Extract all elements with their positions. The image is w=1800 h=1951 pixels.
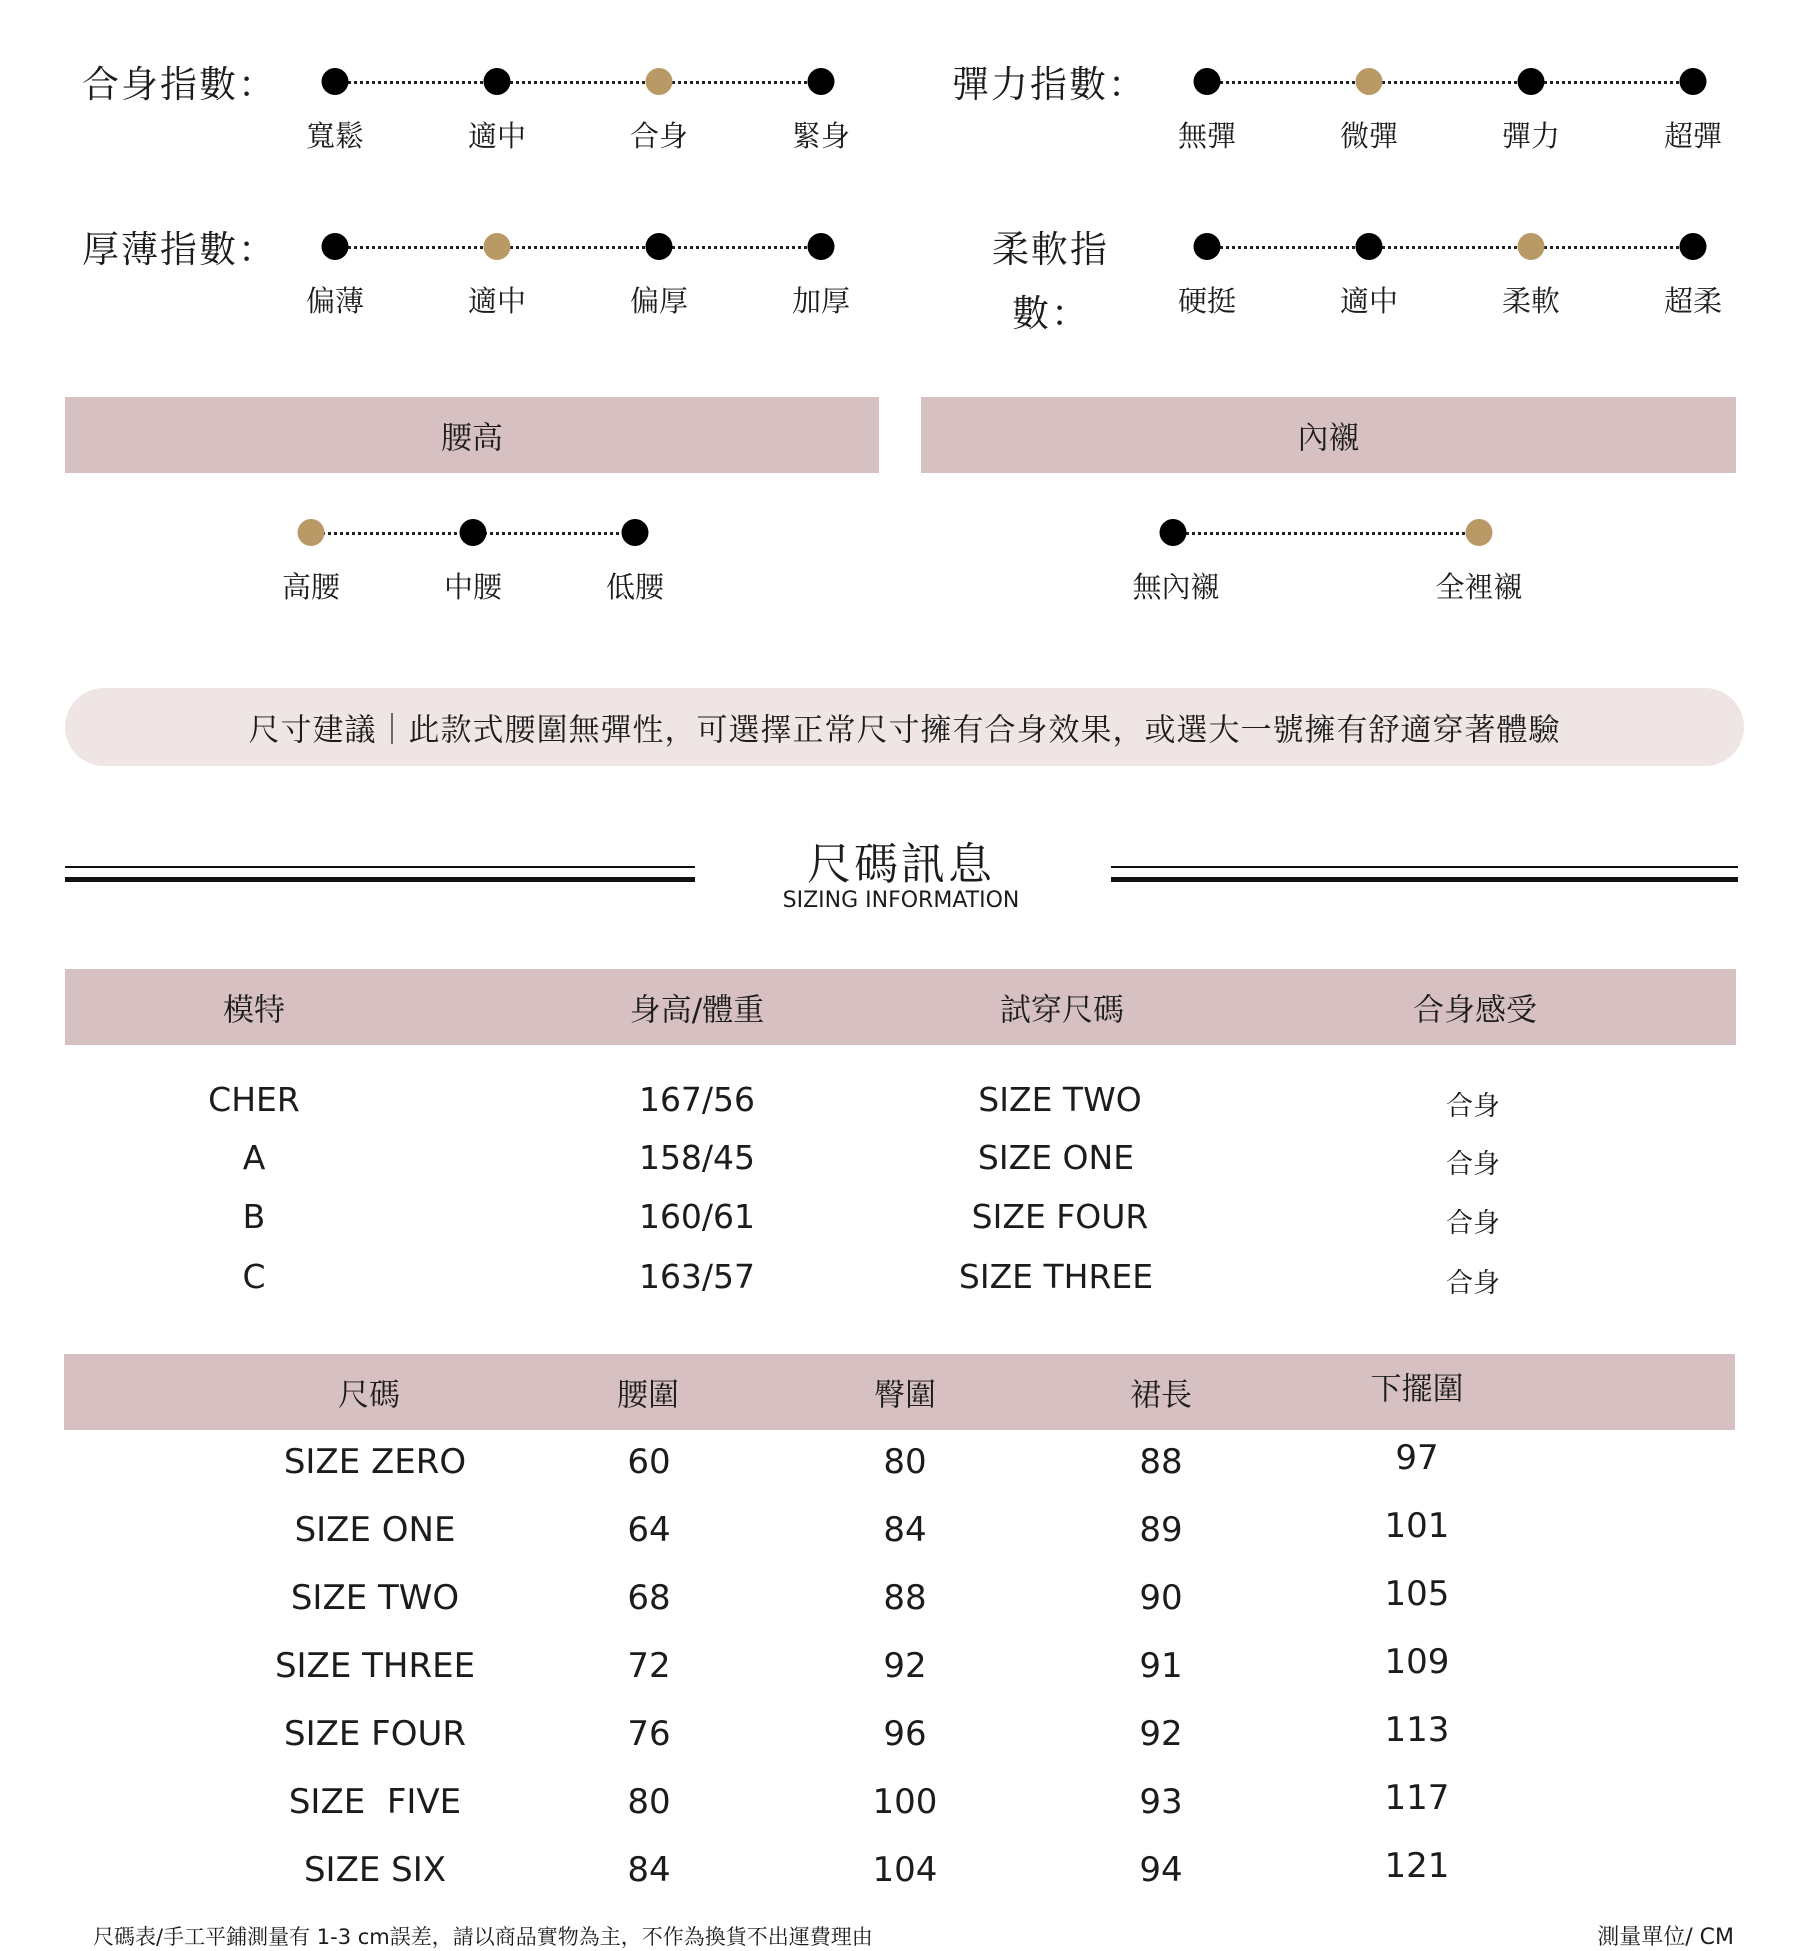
- size-name: SIZE ONE: [294, 1510, 456, 1550]
- hem-value: 117: [1384, 1778, 1450, 1818]
- size-name: SIZE FIVE: [288, 1782, 462, 1822]
- table-row: [0, 1574, 1800, 1628]
- hip-value: 88: [883, 1578, 927, 1618]
- hip-value: 100: [872, 1782, 938, 1822]
- elastic-dot-0[interactable]: [1194, 68, 1221, 95]
- footer-note: 尺碼表/手工平鋪測量有 1-3 cm誤差，請以商品實物為主，不作為換貨不出運費理由: [93, 1925, 873, 1949]
- table-row: [0, 1257, 1800, 1305]
- model-header-cell: 身高/體重: [629, 992, 765, 1029]
- elastic-option-label: 超彈: [1663, 119, 1723, 153]
- section-title: 尺碼訊息: [807, 839, 995, 890]
- fit-option-label: 合身: [629, 119, 689, 153]
- softness-option-label: 超柔: [1663, 284, 1723, 318]
- elastic-option-label: 微彈: [1339, 119, 1399, 153]
- thickness-index-scale: [305, 225, 851, 365]
- hip-value: 96: [883, 1714, 927, 1754]
- footer-unit: 測量單位/ CM: [1597, 1925, 1734, 1950]
- thickness-index-title: 厚薄指數：: [82, 228, 277, 271]
- model-header-cell: 合身感受: [1413, 992, 1537, 1029]
- hem-value: 105: [1384, 1574, 1450, 1614]
- table-row: [0, 1710, 1800, 1764]
- size-header-cell: 腰圍: [617, 1377, 679, 1414]
- elastic-option-label: 彈力: [1501, 119, 1561, 153]
- lining-scale: [1132, 511, 1523, 651]
- lining-dot-0[interactable]: [1160, 519, 1187, 546]
- size-name: SIZE THREE: [274, 1646, 476, 1686]
- lining-dot-1-selected[interactable]: [1466, 519, 1493, 546]
- model-name: C: [242, 1257, 266, 1296]
- thickness-option-label: 偏薄: [305, 284, 365, 318]
- thickness-dot-0[interactable]: [322, 233, 349, 260]
- table-row: [0, 1080, 1800, 1128]
- fit-option-label: 適中: [467, 119, 527, 153]
- fit-dot-3[interactable]: [808, 68, 835, 95]
- skirt-length-value: 92: [1139, 1714, 1183, 1754]
- model-fit-feel: 合身: [1446, 1208, 1500, 1239]
- elastic-dot-3[interactable]: [1680, 68, 1707, 95]
- waist-value: 80: [627, 1782, 671, 1822]
- lining-title: 內襯: [1297, 420, 1360, 457]
- fit-index-title: 合身指數：: [82, 63, 277, 106]
- lining-option-label: 無內襯: [1132, 570, 1220, 604]
- size-name: SIZE ZERO: [283, 1442, 467, 1482]
- model-tried-size: SIZE ONE: [977, 1138, 1135, 1177]
- table-row: [0, 1197, 1800, 1245]
- waist-value: 68: [627, 1578, 671, 1618]
- size-advice-text: 尺寸建議｜此款式腰圍無彈性，可選擇正常尺寸擁有合身效果，或選大一號擁有舒適穿著體驗: [248, 712, 1561, 749]
- waist-option-label: 高腰: [281, 570, 341, 604]
- fit-dot-0[interactable]: [322, 68, 349, 95]
- softness-index-scale: [1177, 225, 1723, 365]
- section-subtitle: SIZING INFORMATION: [782, 888, 1020, 913]
- thickness-dot-1-selected[interactable]: [484, 233, 511, 260]
- model-name: CHER: [208, 1080, 300, 1119]
- waist-option-label: 低腰: [605, 570, 665, 604]
- model-fit-feel: 合身: [1446, 1091, 1500, 1122]
- waist-option-label: 中腰: [443, 570, 503, 604]
- waist-dot-0-selected[interactable]: [298, 519, 325, 546]
- waist-scale: [281, 511, 665, 651]
- section-rule-left: [65, 866, 695, 882]
- model-tried-size: SIZE TWO: [978, 1080, 1142, 1119]
- model-header-cell: 試穿尺碼: [1000, 992, 1124, 1029]
- model-name: B: [242, 1197, 266, 1236]
- hem-value: 121: [1384, 1846, 1450, 1886]
- model-tried-size: SIZE THREE: [958, 1257, 1154, 1296]
- softness-index-title-line2: 數：: [1012, 292, 1090, 335]
- thickness-option-label: 偏厚: [629, 284, 689, 318]
- skirt-length-value: 89: [1139, 1510, 1183, 1550]
- model-height-weight: 158/45: [638, 1138, 756, 1177]
- lining-option-label: 全裡襯: [1435, 570, 1523, 604]
- size-table-body: [0, 1438, 1800, 1902]
- waist-value: 60: [627, 1442, 671, 1482]
- fit-dot-1[interactable]: [484, 68, 511, 95]
- softness-dot-2-selected[interactable]: [1518, 233, 1545, 260]
- elastic-option-label: 無彈: [1177, 119, 1237, 153]
- table-row: [0, 1438, 1800, 1492]
- softness-dot-0[interactable]: [1194, 233, 1221, 260]
- fit-option-label: 緊身: [791, 119, 851, 153]
- size-header-cell: 下擺圍: [1370, 1371, 1464, 1408]
- softness-dot-3[interactable]: [1680, 233, 1707, 260]
- table-row: [0, 1846, 1800, 1900]
- hip-value: 80: [883, 1442, 927, 1482]
- thickness-option-label: 適中: [467, 284, 527, 318]
- waist-dot-2[interactable]: [622, 519, 649, 546]
- waist-value: 64: [627, 1510, 671, 1550]
- model-table-header: [65, 969, 1736, 1045]
- hip-value: 92: [883, 1646, 927, 1686]
- waist-title: 腰高: [441, 420, 503, 457]
- section-rule-right: [1111, 866, 1738, 882]
- hem-value: 109: [1384, 1642, 1450, 1682]
- elastic-dot-2[interactable]: [1518, 68, 1545, 95]
- softness-dot-1[interactable]: [1356, 233, 1383, 260]
- lining-band: [921, 397, 1736, 473]
- size-header-cell: 臀圍: [874, 1377, 936, 1414]
- elastic-dot-1-selected[interactable]: [1356, 68, 1383, 95]
- fit-index-scale: [305, 60, 851, 200]
- skirt-length-value: 94: [1139, 1850, 1183, 1890]
- skirt-length-value: 90: [1139, 1578, 1183, 1618]
- size-table-header: [64, 1354, 1735, 1430]
- model-table-body: [0, 1080, 1800, 1320]
- table-row: [0, 1506, 1800, 1560]
- thickness-dot-3[interactable]: [808, 233, 835, 260]
- fit-dot-2-selected[interactable]: [646, 68, 673, 95]
- model-height-weight: 163/57: [638, 1257, 756, 1296]
- table-row: [0, 1138, 1800, 1186]
- thickness-dot-2[interactable]: [646, 233, 673, 260]
- size-header-cell: 尺碼: [338, 1377, 400, 1414]
- hip-value: 84: [883, 1510, 927, 1550]
- model-fit-feel: 合身: [1446, 1149, 1500, 1180]
- softness-option-label: 硬挺: [1177, 284, 1237, 318]
- skirt-length-value: 88: [1139, 1442, 1183, 1482]
- waist-value: 76: [627, 1714, 671, 1754]
- hem-value: 113: [1384, 1710, 1450, 1750]
- size-name: SIZE SIX: [303, 1850, 447, 1890]
- hem-value: 101: [1384, 1506, 1450, 1546]
- hem-value: 97: [1395, 1438, 1439, 1478]
- size-name: SIZE FOUR: [283, 1714, 467, 1754]
- elastic-index-title: 彈力指數：: [952, 63, 1147, 106]
- table-row: [0, 1778, 1800, 1832]
- waist-dot-1[interactable]: [460, 519, 487, 546]
- skirt-length-value: 91: [1139, 1646, 1183, 1686]
- model-height-weight: 160/61: [638, 1197, 756, 1236]
- waist-value: 72: [627, 1646, 671, 1686]
- fit-option-label: 寬鬆: [305, 119, 365, 153]
- softness-index-title-line1: 柔軟指: [992, 228, 1109, 271]
- model-header-cell: 模特: [223, 992, 285, 1029]
- hip-value: 104: [872, 1850, 938, 1890]
- table-row: [0, 1642, 1800, 1696]
- size-name: SIZE TWO: [290, 1578, 460, 1618]
- model-name: A: [242, 1138, 266, 1177]
- size-header-cell: 裙長: [1130, 1377, 1192, 1414]
- waist-band: [65, 397, 879, 473]
- model-tried-size: SIZE FOUR: [971, 1197, 1149, 1236]
- waist-value: 84: [627, 1850, 671, 1890]
- elastic-index-scale: [1177, 60, 1723, 200]
- skirt-length-value: 93: [1139, 1782, 1183, 1822]
- model-height-weight: 167/56: [638, 1080, 756, 1119]
- model-fit-feel: 合身: [1446, 1268, 1500, 1299]
- softness-option-label: 適中: [1339, 284, 1399, 318]
- softness-option-label: 柔軟: [1501, 284, 1561, 318]
- size-advice-banner: [65, 688, 1744, 766]
- thickness-option-label: 加厚: [791, 284, 851, 318]
